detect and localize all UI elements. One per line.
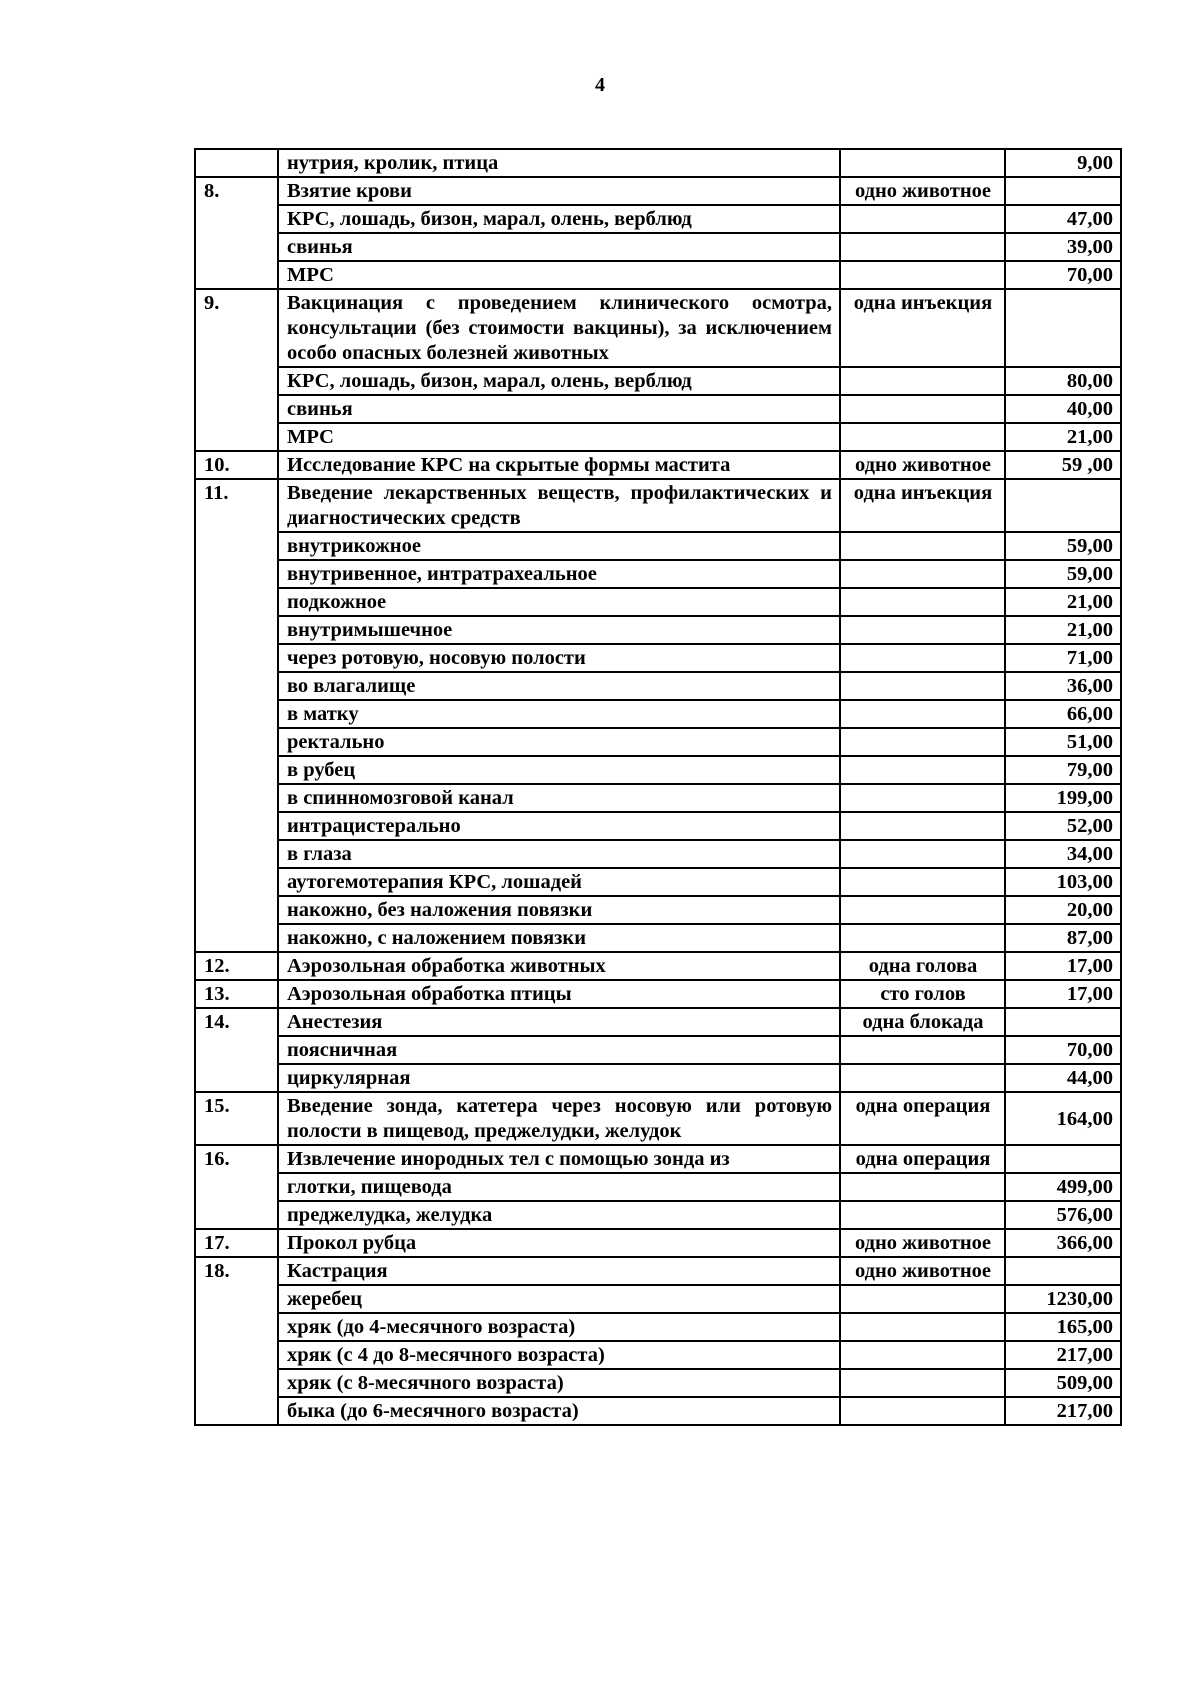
unit-cell — [840, 233, 1005, 261]
table-row — [195, 233, 1121, 261]
service-name: КРС, лошадь, бизон, марал, олень, верблюд — [278, 367, 840, 395]
price-cell: 366,00 — [1005, 1229, 1121, 1257]
price-cell: 44,00 — [1005, 1064, 1121, 1092]
price-cell: 20,00 — [1005, 896, 1121, 924]
service-name: свинья — [278, 395, 840, 423]
table-row — [195, 1064, 1121, 1092]
unit-cell: одна голова — [840, 952, 1005, 980]
row-number: 12. — [195, 952, 278, 980]
unit-cell — [840, 395, 1005, 423]
table-row — [195, 289, 1121, 367]
price-cell: 51,00 — [1005, 728, 1121, 756]
table-row — [195, 1229, 1121, 1257]
unit-cell: одна операция — [840, 1092, 1005, 1145]
service-name: хряк (с 8-месячного возраста) — [278, 1369, 840, 1397]
unit-cell: одна инъекция — [840, 479, 1005, 532]
page-number: 4 — [595, 74, 605, 96]
table-row — [195, 451, 1121, 479]
price-cell — [1005, 1008, 1121, 1036]
price-cell: 47,00 — [1005, 205, 1121, 233]
unit-cell — [840, 924, 1005, 952]
service-name: накожно, с наложением повязки — [278, 924, 840, 952]
unit-cell — [840, 728, 1005, 756]
unit-cell — [840, 588, 1005, 616]
price-cell: 70,00 — [1005, 261, 1121, 289]
service-name: в рубец — [278, 756, 840, 784]
service-name: подкожное — [278, 588, 840, 616]
price-cell: 36,00 — [1005, 672, 1121, 700]
table-row — [195, 588, 1121, 616]
table-row — [195, 205, 1121, 233]
table-row — [195, 812, 1121, 840]
unit-cell — [840, 1313, 1005, 1341]
service-name: хряк (до 4-месячного возраста) — [278, 1313, 840, 1341]
price-cell: 165,00 — [1005, 1313, 1121, 1341]
service-name: МРС — [278, 423, 840, 451]
table-row — [195, 395, 1121, 423]
service-name: внутримышечное — [278, 616, 840, 644]
unit-cell — [840, 812, 1005, 840]
service-name: аутогемотерапия КРС, лошадей — [278, 868, 840, 896]
row-number: 10. — [195, 451, 278, 479]
unit-cell — [840, 423, 1005, 451]
price-cell: 71,00 — [1005, 644, 1121, 672]
row-number: 11. — [195, 479, 278, 952]
row-number: 17. — [195, 1229, 278, 1257]
service-name: Взятие крови — [278, 177, 840, 205]
table-row — [195, 1397, 1121, 1425]
unit-cell — [840, 261, 1005, 289]
price-cell: 59 ,00 — [1005, 451, 1121, 479]
price-cell: 217,00 — [1005, 1341, 1121, 1369]
unit-cell: одна инъекция — [840, 289, 1005, 367]
unit-cell — [840, 367, 1005, 395]
table-row — [195, 756, 1121, 784]
table-row — [195, 924, 1121, 952]
table-row — [195, 952, 1121, 980]
table-row — [195, 896, 1121, 924]
table-row — [195, 1173, 1121, 1201]
row-number: 18. — [195, 1257, 278, 1425]
unit-cell: сто голов — [840, 980, 1005, 1008]
service-name: поясничная — [278, 1036, 840, 1064]
table-row — [195, 784, 1121, 812]
row-number: 13. — [195, 980, 278, 1008]
unit-cell — [840, 1064, 1005, 1092]
service-name: Вакцинация с проведением клинического осмотра, консультации (без стоимости вакцины), за исключением особо опасных болезней животных — [278, 289, 840, 367]
price-cell: 21,00 — [1005, 423, 1121, 451]
price-cell: 59,00 — [1005, 532, 1121, 560]
table-row — [195, 1257, 1121, 1285]
price-cell: 499,00 — [1005, 1173, 1121, 1201]
unit-cell — [840, 896, 1005, 924]
price-table — [194, 148, 1122, 1426]
price-cell: 103,00 — [1005, 868, 1121, 896]
unit-cell: одна операция — [840, 1145, 1005, 1173]
table-row — [195, 1341, 1121, 1369]
price-cell: 39,00 — [1005, 233, 1121, 261]
service-name: в глаза — [278, 840, 840, 868]
table-row — [195, 868, 1121, 896]
price-cell: 21,00 — [1005, 616, 1121, 644]
service-name: Анестезия — [278, 1008, 840, 1036]
unit-cell — [840, 1369, 1005, 1397]
price-cell: 59,00 — [1005, 560, 1121, 588]
price-cell: 66,00 — [1005, 700, 1121, 728]
table-row — [195, 728, 1121, 756]
table-row — [195, 840, 1121, 868]
table-row — [195, 1313, 1121, 1341]
table-row — [195, 532, 1121, 560]
row-number: 9. — [195, 289, 278, 451]
service-name: интрацистерально — [278, 812, 840, 840]
unit-cell: одно животное — [840, 451, 1005, 479]
table-row — [195, 560, 1121, 588]
price-cell: 70,00 — [1005, 1036, 1121, 1064]
price-cell: 164,00 — [1005, 1092, 1121, 1145]
service-name: быка (до 6-месячного возраста) — [278, 1397, 840, 1425]
table-row — [195, 1092, 1121, 1145]
unit-cell — [840, 644, 1005, 672]
price-cell: 79,00 — [1005, 756, 1121, 784]
service-name: Аэрозольная обработка птицы — [278, 980, 840, 1008]
row-number: 15. — [195, 1092, 278, 1145]
service-name: внутрикожное — [278, 532, 840, 560]
price-cell: 1230,00 — [1005, 1285, 1121, 1313]
service-name: хряк (с 4 до 8-месячного возраста) — [278, 1341, 840, 1369]
service-name: во влагалище — [278, 672, 840, 700]
unit-cell — [840, 1201, 1005, 1229]
service-name: в спинномозговой канал — [278, 784, 840, 812]
price-cell: 509,00 — [1005, 1369, 1121, 1397]
service-name: МРС — [278, 261, 840, 289]
service-name: ректально — [278, 728, 840, 756]
service-name: в матку — [278, 700, 840, 728]
table-row — [195, 149, 1121, 177]
unit-cell — [840, 532, 1005, 560]
service-name: КРС, лошадь, бизон, марал, олень, верблюд — [278, 205, 840, 233]
table-row — [195, 479, 1121, 532]
price-cell: 80,00 — [1005, 367, 1121, 395]
unit-cell — [840, 560, 1005, 588]
service-name: Прокол рубца — [278, 1229, 840, 1257]
table-row — [195, 980, 1121, 1008]
service-name: Введение зонда, катетера через носовую или ротовую полости в пищевод, преджелудки, желудок — [278, 1092, 840, 1145]
service-name: свинья — [278, 233, 840, 261]
table-row — [195, 644, 1121, 672]
service-name: глотки, пищевода — [278, 1173, 840, 1201]
price-cell: 17,00 — [1005, 980, 1121, 1008]
table-row — [195, 616, 1121, 644]
table-row — [195, 672, 1121, 700]
price-cell: 34,00 — [1005, 840, 1121, 868]
service-name: циркулярная — [278, 1064, 840, 1092]
service-name: Введение лекарственных веществ, профилактических и диагностических средств — [278, 479, 840, 532]
price-cell: 87,00 — [1005, 924, 1121, 952]
unit-cell — [840, 149, 1005, 177]
table-row — [195, 700, 1121, 728]
table-row — [195, 367, 1121, 395]
price-cell — [1005, 1257, 1121, 1285]
price-cell: 576,00 — [1005, 1201, 1121, 1229]
unit-cell — [840, 840, 1005, 868]
table-row — [195, 1285, 1121, 1313]
row-number: 8. — [195, 177, 278, 289]
price-cell: 17,00 — [1005, 952, 1121, 980]
row-number: 16. — [195, 1145, 278, 1229]
unit-cell: одно животное — [840, 1229, 1005, 1257]
table-row — [195, 1369, 1121, 1397]
unit-cell — [840, 1397, 1005, 1425]
unit-cell — [840, 1285, 1005, 1313]
unit-cell — [840, 1036, 1005, 1064]
row-number: 14. — [195, 1008, 278, 1092]
service-name: Извлечение инородных тел с помощью зонда из — [278, 1145, 840, 1173]
service-name: преджелудка, желудка — [278, 1201, 840, 1229]
unit-cell — [840, 756, 1005, 784]
service-name: внутривенное, интратрахеальное — [278, 560, 840, 588]
service-name: нутрия, кролик, птица — [278, 149, 840, 177]
service-name: Аэрозольная обработка животных — [278, 952, 840, 980]
unit-cell — [840, 868, 1005, 896]
unit-cell — [840, 784, 1005, 812]
table-row — [195, 1036, 1121, 1064]
unit-cell: одна блокада — [840, 1008, 1005, 1036]
unit-cell: одно животное — [840, 177, 1005, 205]
service-name: Исследование КРС на скрытые формы мастита — [278, 451, 840, 479]
price-cell: 40,00 — [1005, 395, 1121, 423]
service-name: накожно, без наложения повязки — [278, 896, 840, 924]
unit-cell — [840, 205, 1005, 233]
unit-cell — [840, 700, 1005, 728]
price-cell: 21,00 — [1005, 588, 1121, 616]
table-row — [195, 1145, 1121, 1173]
price-cell: 9,00 — [1005, 149, 1121, 177]
unit-cell — [840, 616, 1005, 644]
table-row — [195, 1008, 1121, 1036]
service-name: Кастрация — [278, 1257, 840, 1285]
price-cell — [1005, 177, 1121, 205]
row-number — [195, 149, 278, 177]
unit-cell: одно животное — [840, 1257, 1005, 1285]
price-cell — [1005, 1145, 1121, 1173]
unit-cell — [840, 672, 1005, 700]
price-cell: 52,00 — [1005, 812, 1121, 840]
price-cell: 217,00 — [1005, 1397, 1121, 1425]
price-cell: 199,00 — [1005, 784, 1121, 812]
service-name: через ротовую, носовую полости — [278, 644, 840, 672]
table-row — [195, 261, 1121, 289]
table-row — [195, 1201, 1121, 1229]
service-name: жеребец — [278, 1285, 840, 1313]
unit-cell — [840, 1173, 1005, 1201]
unit-cell — [840, 1341, 1005, 1369]
price-cell — [1005, 289, 1121, 367]
table-row — [195, 177, 1121, 205]
table-row — [195, 423, 1121, 451]
price-cell — [1005, 479, 1121, 532]
